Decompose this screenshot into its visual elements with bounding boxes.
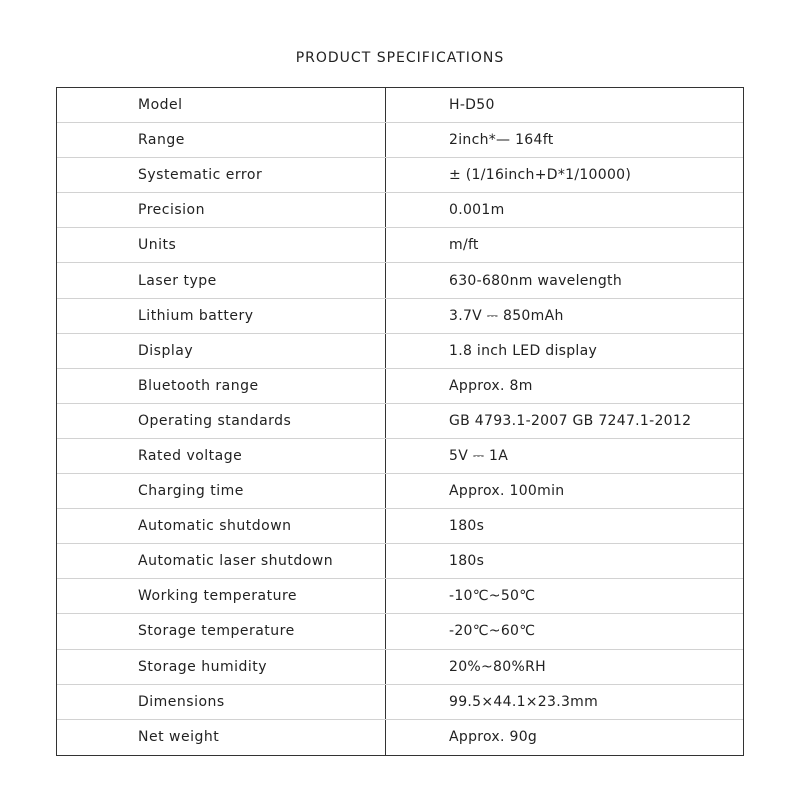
spec-label: Display	[57, 334, 386, 368]
spec-label: Model	[57, 88, 386, 122]
spec-label: Storage humidity	[57, 650, 386, 684]
spec-value: 0.001m	[449, 202, 505, 219]
spec-label: Net weight	[57, 720, 386, 755]
spec-value: Approx. 90g	[449, 729, 538, 746]
spec-value: Approx. 8m	[449, 377, 533, 394]
spec-row	[57, 263, 743, 298]
spec-row	[57, 158, 743, 193]
page-title: PRODUCT SPECIFICATIONS	[295, 50, 505, 66]
spec-row	[57, 228, 743, 263]
spec-value: 20%~80%RH	[449, 658, 546, 675]
spec-value: ± (1/16inch+D*1/10000)	[449, 167, 632, 184]
spec-value: 180s	[449, 518, 485, 535]
spec-label: Precision	[57, 193, 386, 227]
spec-row	[57, 123, 743, 158]
spec-value: 1.8 inch LED display	[449, 342, 598, 359]
spec-value: -20℃~60℃	[449, 623, 536, 640]
spec-value: 5V ⎓ 1A	[449, 447, 509, 464]
spec-row	[57, 193, 743, 228]
spec-row	[57, 614, 743, 649]
spec-label: Storage temperature	[57, 614, 386, 648]
spec-label: Automatic shutdown	[57, 509, 386, 543]
spec-label: Units	[57, 228, 386, 262]
spec-label: Range	[57, 123, 386, 157]
spec-row	[57, 474, 743, 509]
spec-value: -10℃~50℃	[449, 588, 536, 605]
spec-label: Automatic laser shutdown	[57, 544, 386, 578]
spec-row	[57, 369, 743, 404]
spec-value: m/ft	[449, 237, 479, 254]
spec-row	[57, 88, 743, 123]
spec-value: 2inch*— 164ft	[449, 132, 554, 149]
spec-value: H-D50	[449, 97, 495, 114]
spec-label: Lithium battery	[57, 299, 386, 333]
spec-label: Operating standards	[57, 404, 386, 438]
spec-label: Dimensions	[57, 685, 386, 719]
spec-value: 99.5×44.1×23.3mm	[449, 693, 599, 710]
spec-row	[57, 579, 743, 614]
spec-value: 180s	[449, 553, 485, 570]
spec-label: Laser type	[57, 263, 386, 297]
spec-label: Systematic error	[57, 158, 386, 192]
spec-row	[57, 299, 743, 334]
spec-label: Charging time	[57, 474, 386, 508]
spec-row	[57, 685, 743, 720]
spec-value: GB 4793.1-2007 GB 7247.1-2012	[449, 412, 692, 429]
spec-row	[57, 720, 743, 755]
spec-label: Rated voltage	[57, 439, 386, 473]
spec-row	[57, 650, 743, 685]
spec-value: 630-680nm wavelength	[449, 272, 623, 289]
spec-row	[57, 509, 743, 544]
spec-row	[57, 439, 743, 474]
spec-row	[57, 404, 743, 439]
spec-value: Approx. 100min	[449, 483, 565, 500]
spec-value: 3.7V ⎓ 850mAh	[449, 307, 564, 324]
spec-row	[57, 544, 743, 579]
spec-label: Bluetooth range	[57, 369, 386, 403]
specifications-table	[56, 87, 744, 756]
spec-row	[57, 334, 743, 369]
spec-label: Working temperature	[57, 579, 386, 613]
